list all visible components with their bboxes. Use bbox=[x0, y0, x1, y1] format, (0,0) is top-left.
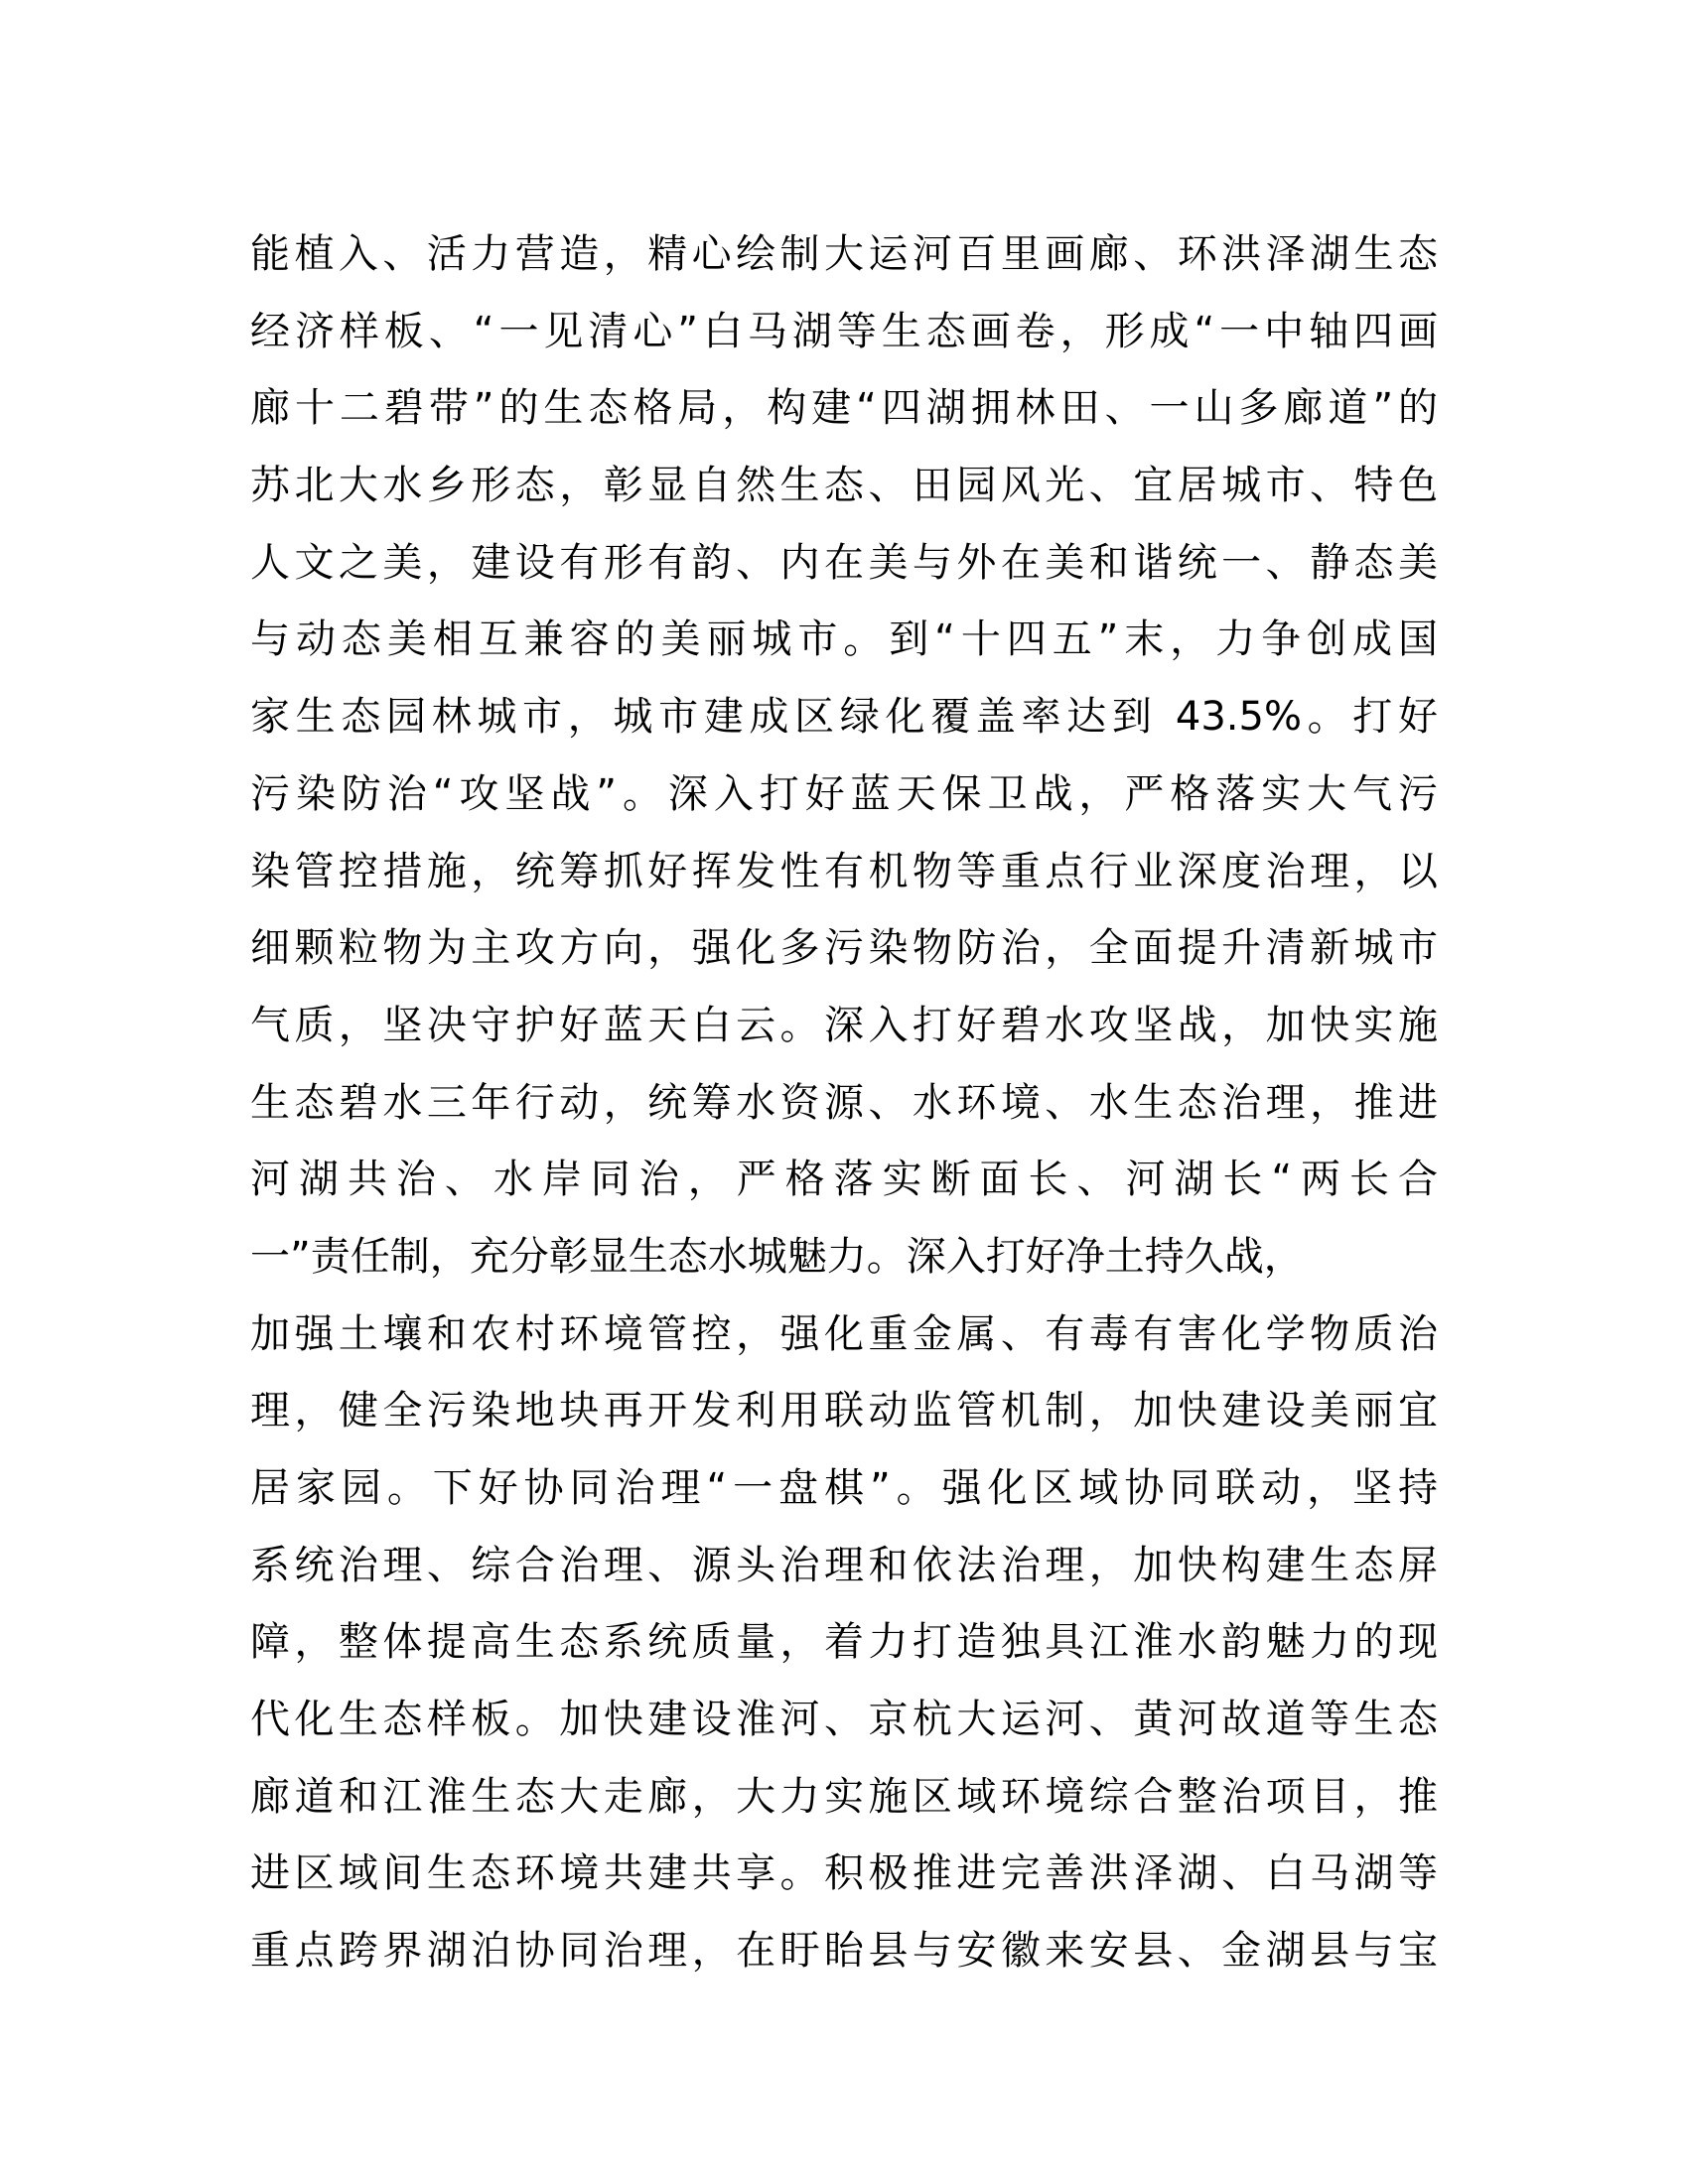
text-line: 经济样板、“一见清心”白马湖等生态画卷，形成“一中轴四画 bbox=[250, 308, 1438, 354]
text-line: 气质，坚决守护好蓝天白云。深入打好碧水攻坚战，加快实施 bbox=[250, 1002, 1438, 1048]
text-line: 障，整体提高生态系统质量，着力打造独具江淮水韵魅力的现 bbox=[250, 1619, 1438, 1666]
text-line: 进区域间生态环境共建共享。积极推进完善洪泽湖、白马湖等 bbox=[250, 1850, 1438, 1897]
text-line: 染管控措施，统筹抓好挥发性有机物等重点行业深度治理，以 bbox=[250, 848, 1438, 894]
text-line: 能植入、活力营造，精心绘制大运河百里画廊、环洪泽湖生态 bbox=[250, 231, 1438, 277]
text-line: 家生态园林城市，城市建成区绿化覆盖率达到 43.5%。打好 bbox=[250, 694, 1438, 741]
text-line: 人文之美，建设有形有韵、内在美与外在美和谐统一、静态美 bbox=[250, 539, 1438, 586]
text-line: 河湖共治、水岸同治，严格落实断面长、河湖长“两长合 bbox=[250, 1157, 1438, 1203]
text-line: 系统治理、综合治理、源头治理和依法治理，加快构建生态屏 bbox=[250, 1542, 1438, 1588]
text-line: 廊道和江淮生态大走廊，大力实施区域环境综合整治项目，推 bbox=[250, 1773, 1438, 1820]
text-line: 加强土壤和农村环境管控，强化重金属、有毒有害化学物质治 bbox=[250, 1310, 1438, 1357]
body-paragraph bbox=[250, 216, 1438, 1990]
text-line: 廊十二碧带”的生态格局，构建“四湖拥林田、一山多廊道”的 bbox=[250, 385, 1438, 432]
text-line: 苏北大水乡形态，彰显自然生态、田园风光、宜居城市、特色 bbox=[250, 463, 1438, 509]
text-line: 生态碧水三年行动，统筹水资源、水环境、水生态治理，推进 bbox=[250, 1079, 1438, 1126]
text-line: 一”责任制，充分彰显生态水城魅力。深入打好净土持久战， bbox=[250, 1233, 1304, 1280]
text-line: 理，健全污染地块再开发利用联动监管机制，加快建设美丽宜 bbox=[250, 1388, 1438, 1434]
text-line: 居家园。下好协同治理“一盘棋”。强化区域协同联动，坚持 bbox=[250, 1465, 1438, 1511]
text-line: 细颗粒物为主攻方向，强化多污染物防治，全面提升清新城市 bbox=[250, 925, 1438, 972]
text-line: 重点跨界湖泊协同治理，在盱眙县与安徽来安县、金湖县与宝 bbox=[250, 1928, 1438, 1975]
text-line: 与动态美相互兼容的美丽城市。到“十四五”末，力争创成国 bbox=[250, 616, 1438, 663]
text-line: 污染防治“攻坚战”。深入打好蓝天保卫战，严格落实大气污 bbox=[250, 770, 1438, 817]
text-line: 代化生态样板。加快建设淮河、京杭大运河、黄河故道等生态 bbox=[250, 1697, 1438, 1743]
